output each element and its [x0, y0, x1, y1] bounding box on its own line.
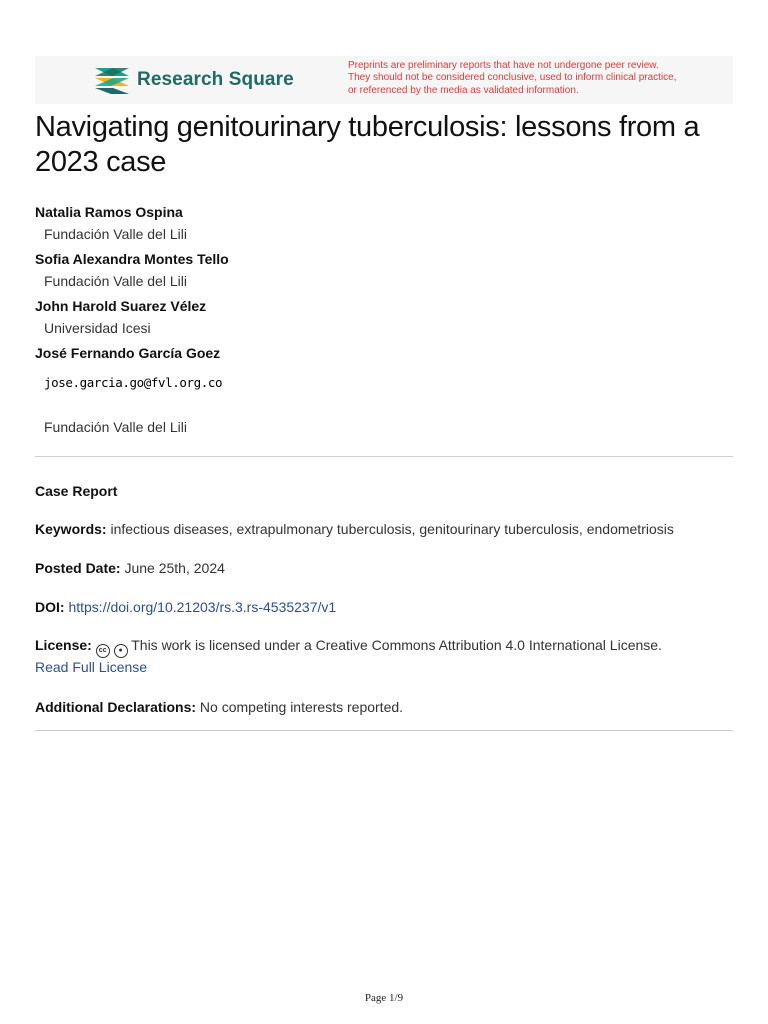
license-row: [35, 636, 735, 676]
doi-link[interactable]: https://doi.org/10.21203/rs.3.rs-4535237/v1: [68, 599, 337, 615]
author-affiliation: Fundación Valle del Lili: [44, 226, 187, 242]
notice-line: Preprints are preliminary reports that have not undergone peer review.: [348, 60, 659, 71]
paper-title: Navigating genitourinary tuberculosis: lessons from a 2023 case: [35, 111, 700, 178]
author-list: [35, 203, 735, 443]
author-affiliation: Fundación Valle del Lili: [44, 273, 187, 289]
author-name: John Harold Suarez Vélez: [35, 298, 207, 314]
notice-line: or referenced by the media as validated information.: [348, 84, 579, 96]
divider: [35, 456, 733, 457]
declarations-value: No competing interests reported.: [199, 699, 404, 715]
author-name: José Fernando García Goez: [35, 345, 221, 361]
doi-row: [35, 598, 735, 616]
preprint-notice: [348, 60, 728, 97]
research-square-logo[interactable]: [93, 64, 294, 96]
author-name: Natalia Ramos Ospina: [35, 204, 183, 220]
notice-line: They should not be considered conclusive, used to inform clinical practice,: [348, 72, 677, 84]
posted-date-row: [35, 559, 735, 577]
license-label: License:: [35, 637, 92, 653]
declarations-label: Additional Declarations:: [35, 699, 197, 715]
keywords-value: infectious diseases, extrapulmonary tuberculosis, genitourinary tuberculosis, endometriosis: [110, 521, 674, 537]
keywords-row: [35, 520, 735, 538]
research-square-logo-icon: [93, 64, 131, 96]
posted-date-value: June 25th, 2024: [124, 560, 225, 576]
author-affiliation: Universidad Icesi: [44, 320, 151, 336]
attribution-icon: ●: [114, 644, 128, 658]
read-full-license-link[interactable]: Read Full License: [35, 659, 148, 675]
article-type: [35, 482, 735, 500]
page-number: Page 1/9: [364, 992, 404, 1004]
license-text: This work is licensed under a Creative Commons Attribution 4.0 International License.: [131, 637, 662, 653]
declarations-row: [35, 698, 735, 716]
article-type-label: Case Report: [35, 483, 118, 499]
keywords-label: Keywords:: [35, 521, 107, 537]
doi-label: DOI:: [35, 599, 65, 615]
brand-name: Research Square: [137, 69, 294, 90]
posted-date-label: Posted Date:: [35, 560, 121, 576]
author-email[interactable]: jose.garcia.go@fvl.org.co: [44, 375, 223, 390]
preprint-header: [35, 56, 733, 104]
divider: [35, 730, 733, 731]
author-affiliation: Fundación Valle del Lili: [44, 419, 187, 435]
author-name: Sofia Alexandra Montes Tello: [35, 251, 229, 267]
creative-commons-icon: cc: [96, 644, 110, 658]
